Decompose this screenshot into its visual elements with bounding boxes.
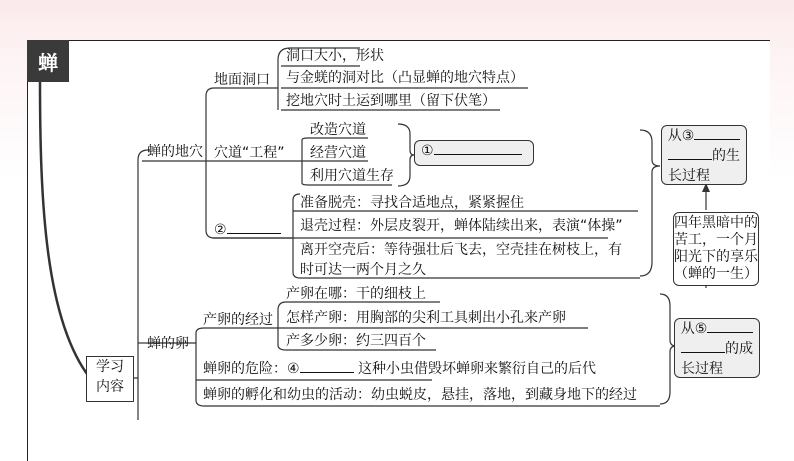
life-summary-line-3: 阳光下的享乐 <box>674 249 758 265</box>
tunnel-item-2: 经营穴道 <box>310 145 366 161</box>
blank-2-line <box>227 233 281 234</box>
root-line-1: 学习 <box>96 359 124 375</box>
ground-hole-item-1: 洞口大小，形状 <box>286 48 384 64</box>
side-box-3-line-2 <box>662 146 746 166</box>
life-summary-box <box>673 212 759 286</box>
ground-hole-item-2: 与金蜣的洞对比（凸显蝉的地穴特点） <box>286 70 524 86</box>
blank-4-line <box>300 372 354 373</box>
blank-1-line <box>434 154 522 155</box>
side-box-3-line-1 <box>662 126 746 146</box>
title-badge: 蝉 <box>27 40 69 82</box>
blank-1-box <box>414 140 534 166</box>
side-box-5-mid: 的成 <box>725 341 753 357</box>
molt-label-text: ② <box>214 222 227 238</box>
egg-laying-item-2: 怎样产卵：用胸部的尖利工具刺出小孔来产卵 <box>286 310 566 326</box>
life-summary-line-4: （蝉的一生） <box>674 266 758 282</box>
egg-hatch: 蝉卵的孵化和幼虫的活动：幼虫蜕皮，悬挂，落地，到藏身地下的经过 <box>203 387 637 403</box>
side-box-3-mid: 的生 <box>712 148 740 164</box>
blank-1-label: ① <box>421 143 434 159</box>
molt-item-2: 退壳过程：外层皮裂开，蝉体陆续出来，表演“体操” <box>300 218 623 234</box>
egg-laying-label: 产卵的经过 <box>203 312 273 328</box>
side-box-5-line-2 <box>675 339 759 359</box>
side-box-3-line-3: 长过程 <box>668 168 710 184</box>
egg-laying-item-1: 产卵在哪：干的细枝上 <box>286 286 426 302</box>
blank-3-line-b <box>668 159 712 160</box>
blank-5-line <box>707 332 753 333</box>
side-box-5-line-3: 长过程 <box>681 361 723 377</box>
life-summary-line-1: 四年黑暗中的 <box>674 215 758 231</box>
egg-laying-item-3: 产多少卵：约三四百个 <box>286 333 426 349</box>
egg-danger-prefix: 蝉卵的危险：④ <box>203 361 300 377</box>
egg-danger-suffix: 这种小虫借毁坏蝉卵来繁衍自己的后代 <box>358 361 597 377</box>
tunnel-item-3: 利用穴道生存 <box>310 168 394 184</box>
side-box-3 <box>661 125 747 185</box>
root-line-2: 内容 <box>96 379 124 395</box>
molt-item-1: 准备脱壳：寻找合适地点，紧紧握住 <box>300 195 524 211</box>
branch-cave-label: 蝉的地穴 <box>147 144 203 160</box>
molt-item-3: 离开空壳后：等待强壮后飞去，空壳挂在树枝上，有 <box>300 242 622 258</box>
branch-egg-label: 蝉的卵 <box>147 336 189 352</box>
blank-5-line-b <box>681 352 725 353</box>
egg-danger <box>203 361 596 377</box>
side-box-3-prefix: 从③ <box>667 128 695 144</box>
blank-3-line <box>694 139 740 140</box>
side-box-5-line-1 <box>675 319 759 339</box>
tunnel-label: 穴道“工程” <box>214 145 285 161</box>
ground-hole-item-3: 挖地穴时土运到哪里（留下伏笔） <box>286 93 496 109</box>
tunnel-item-1: 改造穴道 <box>310 122 366 138</box>
life-summary-line-2: 苦工，一个月 <box>674 232 758 248</box>
molt-item-4: 时可达一两个月之久 <box>300 262 426 278</box>
side-box-5-prefix: 从⑤ <box>680 321 708 337</box>
root-node <box>86 356 134 402</box>
side-box-5 <box>674 318 760 378</box>
ground-hole-label: 地面洞口 <box>214 72 270 88</box>
molt-label <box>214 222 281 238</box>
